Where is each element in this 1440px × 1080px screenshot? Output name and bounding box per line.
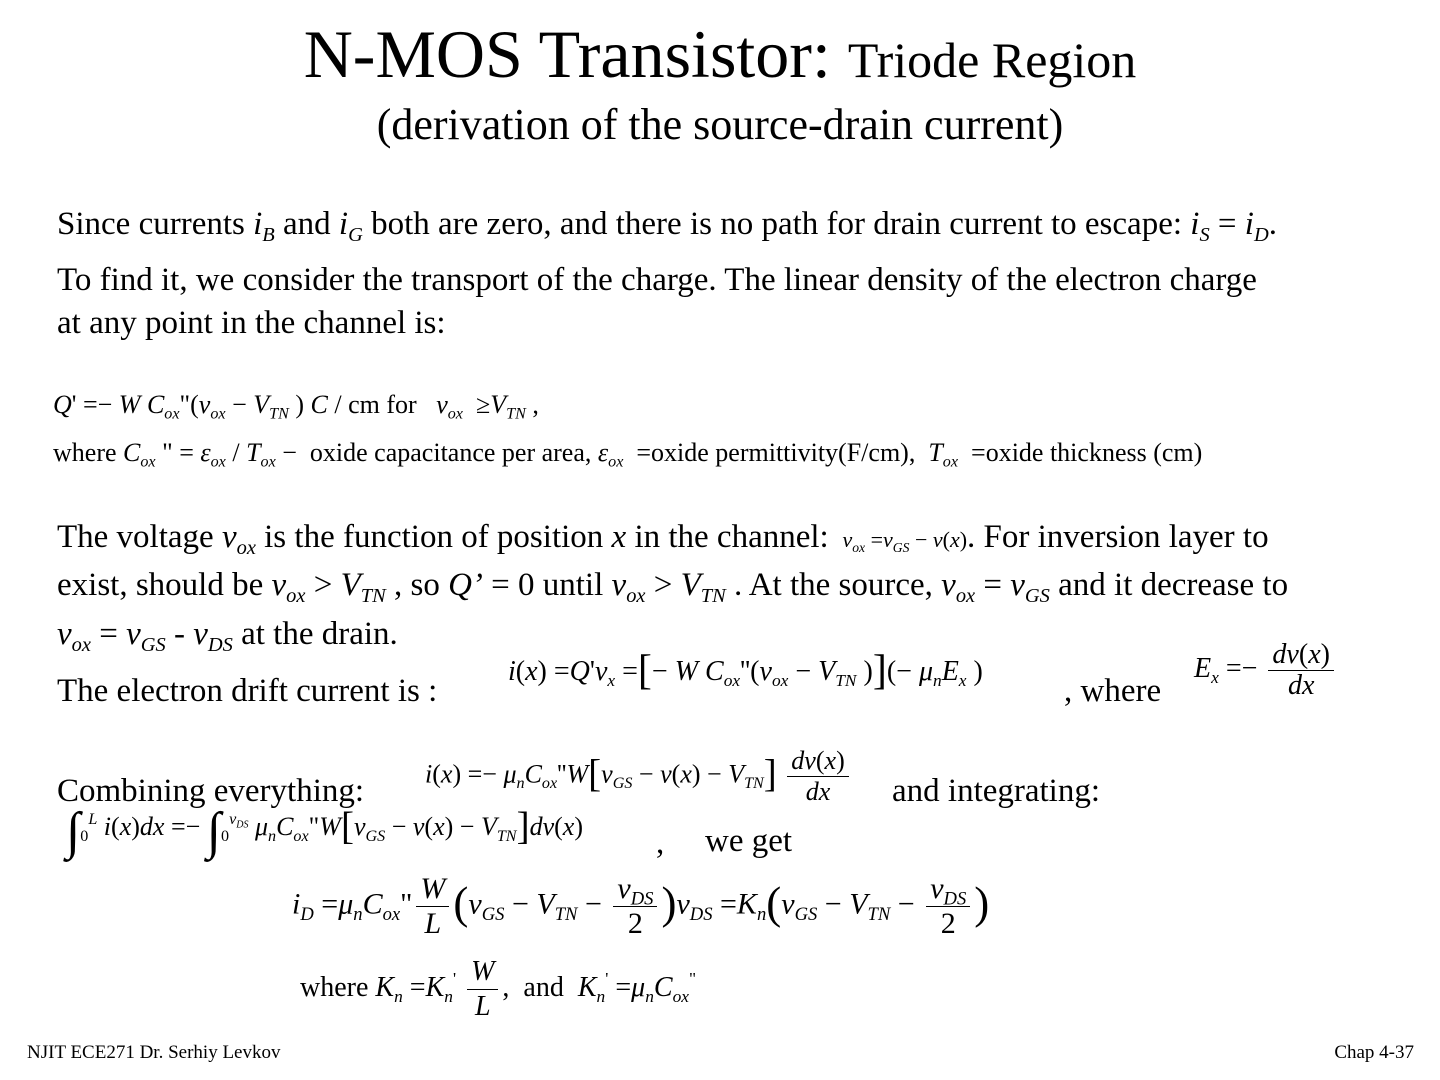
paragraph-voltage-line1: The voltage $v_{ox}$ is the function of position x in the channel: $v_{ox} =v_{GS} - v(x)$. For inversion layer to (57, 519, 1269, 560)
equation-combined-current: $i(x) =- \mu_nC_{ox}''W[v_{GS} - v(x) - V_{TN}]$ $\frac{dv(x)}{dx}$ (425, 746, 853, 807)
combining-label: Combining everything: (57, 773, 365, 809)
equation-kn-definition: where $K_n =K_n'$ $\frac{W}{L}$ , and $K_n' =\mu_nC_{ox}^"$ (300, 956, 697, 1022)
title-secondary: Triode Region (847, 32, 1137, 88)
integrating-label: and integrating: (892, 773, 1101, 809)
paragraph-transport-line1: To find it, we consider the transport of the charge. The linear density of the electron charge (57, 262, 1257, 298)
footer-course: NJIT ECE271 Dr. Serhiy Levkov (27, 1042, 281, 1063)
drift-current-label: The electron drift current is : (57, 673, 438, 709)
equation-integral: $\int_0^L$ $i(x)dx =- \int_0^{v_{DS}}$ $\mu_nC_{ox}"W[v_{GS} - v(x) - V_{TN}]dv(x)$ (66, 803, 583, 861)
page-subtitle: (derivation of the source-drain current) (376, 100, 1064, 149)
equation-oxide-definitions: where $C_{ox}$ " = $\varepsilon_{ox} / T_{ox}$ − oxide capacitance per area, $\varepsilon_{ox}$ =oxide permittivity(F/cm), $T_{ox}$ =oxide thickness (cm) (53, 438, 1203, 471)
we-get-label: we get (705, 823, 793, 859)
footer-page-number: Chap 4-37 (1334, 1042, 1414, 1063)
equation-drain-current: $i_D =\mu_nC_{ox}$" $\frac{W}{L}$ ($v_{GS} - V_{TN}$ − $\frac{v_{DS}}{2}$ )$v_{DS} =K_n(v_{GS} - V_{TN}$ − $\frac{v_{DS}}{2}$ ) (292, 872, 990, 940)
drift-where: , where (1064, 673, 1162, 709)
paragraph-currents: Since currents $i_B$ and $i_G$ both are zero, and there is no path for drain current to escape: $i_S = i_D$. (57, 206, 1277, 247)
equation-charge-density: Q' =− W $C_{ox}"(v_{ox} - V_{TN}$ ) C / cm for $v_{ox} \ge V_{TN}$ , (53, 390, 539, 423)
paragraph-transport-line2: at any point in the channel is: (57, 305, 446, 341)
page-title (0, 18, 1440, 96)
equation-drift-current: $i(x) =Q'v_x$ =[− W $C_{ox}''(v_{ox} - V_{TN}$ )](− $\mu_nE_x$ ) (508, 648, 983, 694)
title-main: N-MOS Transistor: (303, 16, 831, 92)
paragraph-voltage-line2: exist, should be $v_{ox} > V_{TN}$ , so Q’ = 0 until $v_{ox} > V_{TN}$ . At the source, $v_{ox} = v_{GS}$ and it decrease to (57, 567, 1289, 608)
paragraph-voltage-line3: $v_{ox} = v_{GS} - v_{DS}$ at the drain. (57, 616, 398, 657)
integral-comma: , (656, 825, 665, 861)
equation-electric-field: $E_x$ =− $\frac{dv(x)}{dx}$ (1194, 640, 1338, 701)
